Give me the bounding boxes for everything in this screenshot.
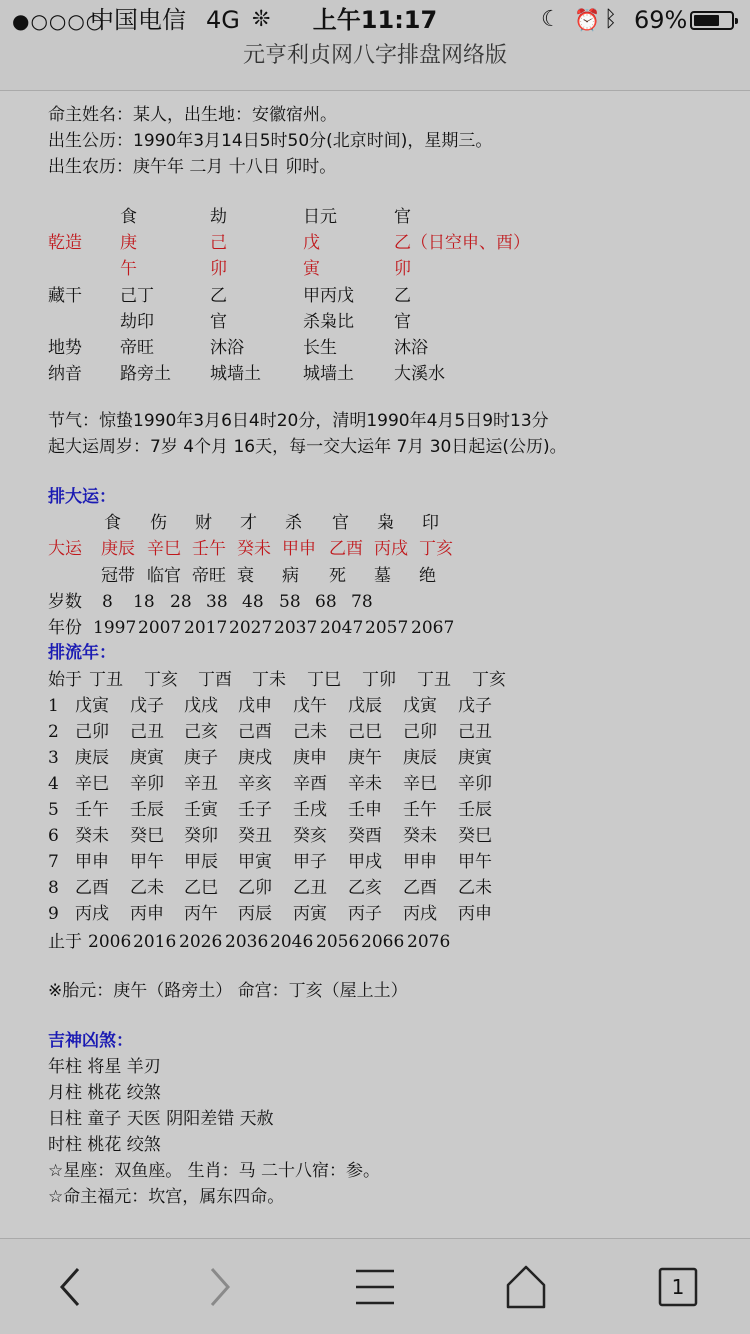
liunian-end: 2056 [316,932,360,952]
dishi: 长生 [303,338,337,358]
dayun-pillar: 甲申 [282,539,316,559]
earthly-branch: 卯 [394,259,411,279]
dayun-age: 78 [351,592,373,612]
dayun-stage: 绝 [419,566,436,586]
liunian-cell: 甲寅 [238,852,272,872]
liunian-heading: 排流年： [48,643,116,663]
dayun-year: 2007 [138,618,182,638]
earthly-branch: 卯 [210,259,227,279]
liunian-cell: 辛酉 [293,774,327,794]
liunian-cell: 壬辰 [130,800,164,820]
row-number: 1 [48,696,59,716]
liunian-cell: 丙申 [130,904,164,924]
dayun-year: 2017 [184,618,228,638]
liunian-cell: 戊寅 [403,696,437,716]
browser-toolbar [0,1238,750,1334]
liunian-cell: 庚寅 [458,748,492,768]
liunian-cell: 壬申 [348,800,382,820]
dayun-stage: 墓 [374,566,391,586]
dayun-god: 伤 [150,513,167,533]
row-number: 4 [48,774,59,794]
liunian-start: 丁丑 [417,670,451,690]
liunian-cell: 甲午 [458,852,492,872]
liunian-cell: 癸未 [403,826,437,846]
liunian-cell: 癸亥 [293,826,327,846]
tabs-button[interactable] [648,1261,708,1313]
row-number: 2 [48,722,59,742]
page-content [0,91,750,1238]
shensha-line: ☆星座：双鱼座。 生肖：马 二十八宿：参。 [48,1161,381,1181]
row-number: 9 [48,904,59,924]
liunian-cell: 己酉 [238,722,272,742]
liunian-cell: 庚午 [348,748,382,768]
liunian-cell: 乙亥 [348,878,382,898]
liunian-cell: 辛丑 [184,774,218,794]
year-label: 年份 [48,618,82,638]
liunian-cell: 丙申 [458,904,492,924]
liunian-cell: 丙辰 [238,904,272,924]
taiyuan-line: ※胎元：庚午（路旁土） 命宫：丁亥（屋上土） [48,981,408,1001]
liunian-cell: 辛亥 [238,774,272,794]
dayun-year: 1997 [93,618,137,638]
battery-percent: 69% [634,6,688,34]
liunian-cell: 乙丑 [293,878,327,898]
liunian-cell: 辛未 [348,774,382,794]
dayun-pillar: 壬午 [192,539,226,559]
hidden-god: 劫印 [120,312,154,332]
liunian-cell: 丙戌 [403,904,437,924]
shensha-heading: 吉神凶煞： [48,1031,133,1051]
dishi: 帝旺 [120,338,154,358]
liunian-start: 丁酉 [198,670,232,690]
liunian-cell: 辛卯 [130,774,164,794]
qiyun-line: 起大运周岁：7岁 4个月 16天，每一交大运年 7月 30日起运(公历)。 [48,437,567,457]
liunian-cell: 己丑 [130,722,164,742]
dayun-pillar: 癸未 [237,539,271,559]
dayun-age: 28 [170,592,192,612]
liunian-cell: 戊子 [130,696,164,716]
bluetooth-icon: ᛒ [604,7,618,32]
dayun-pillar: 庚辰 [101,539,135,559]
dayun-stage: 衰 [237,566,254,586]
liunian-cell: 己亥 [184,722,218,742]
start-label: 始于 [48,670,82,690]
alarm-icon: ⏰ [574,8,601,32]
liunian-cell: 乙未 [458,878,492,898]
liunian-cell: 辛卯 [458,774,492,794]
hidden-stem: 己丁 [120,286,154,306]
dayun-stage: 冠带 [101,566,135,586]
liunian-start: 丁巳 [307,670,341,690]
heavenly-stem: 庚 [120,233,137,253]
dayun-god: 财 [195,513,212,533]
liunian-cell: 戊申 [238,696,272,716]
dayun-label: 大运 [48,539,82,559]
liunian-cell: 壬午 [75,800,109,820]
liunian-cell: 庚寅 [130,748,164,768]
liunian-cell: 戊子 [458,696,492,716]
row-label: 乾造 [48,233,82,253]
hidden-god: 官 [394,312,411,332]
liunian-start: 丁亥 [472,670,506,690]
home-icon [496,1261,556,1313]
tabs-count: 1 [671,1275,685,1299]
liunian-start: 丁亥 [144,670,178,690]
end-label: 止于 [48,932,82,952]
home-button[interactable] [496,1261,556,1313]
dayun-age: 48 [242,592,264,612]
liunian-cell: 乙巳 [184,878,218,898]
solar-birth-line: 出生公历：1990年3月14日5时50分(北京时间)，星期三。 [48,131,493,151]
menu-icon [345,1261,405,1313]
row-number: 6 [48,826,59,846]
dayun-pillar: 丁亥 [419,539,453,559]
liunian-start: 丁未 [252,670,286,690]
liunian-cell: 庚戌 [238,748,272,768]
lunar-birth-line: 出生农历：庚午年 二月 十八日 卯时。 [48,157,337,177]
liunian-cell: 庚申 [293,748,327,768]
liunian-cell: 庚辰 [75,748,109,768]
network-type: 4G [206,6,240,34]
liunian-cell: 癸未 [75,826,109,846]
dayun-year: 2027 [229,618,273,638]
dayun-stage: 病 [282,566,299,586]
dayun-god: 枭 [377,513,394,533]
hidden-stem: 乙 [210,286,227,306]
dayun-age: 58 [279,592,301,612]
liunian-end: 2036 [225,932,269,952]
liunian-cell: 壬寅 [184,800,218,820]
liunian-cell: 戊午 [293,696,327,716]
loading-icon: ❊ [252,7,271,32]
battery-icon [690,11,734,30]
dishi: 沐浴 [210,338,244,358]
jieqi-line: 节气：惊蛰1990年3月6日4时20分，清明1990年4月5日9时13分 [48,411,549,431]
hidden-god: 官 [210,312,227,332]
shensha-line: 月柱 桃花 绞煞 [48,1083,161,1103]
shensha-line: 日柱 童子 天医 阴阳差错 天赦 [48,1109,274,1129]
ten-god: 食 [120,207,137,227]
hidden-god: 杀枭比 [303,312,354,332]
liunian-cell: 戊寅 [75,696,109,716]
earthly-branch: 寅 [303,259,320,279]
row-number: 3 [48,748,59,768]
hidden-stem: 乙 [394,286,411,306]
liunian-cell: 壬午 [403,800,437,820]
menu-button[interactable] [345,1261,405,1313]
ten-god: 官 [394,207,411,227]
clock: 上午11:17 [312,6,438,34]
dayun-heading: 排大运： [48,487,116,507]
signal-strength: ●○○○○ [12,9,105,33]
liunian-cell: 甲午 [130,852,164,872]
liunian-cell: 癸巳 [458,826,492,846]
back-chevron-icon [40,1261,100,1313]
back-button[interactable] [40,1261,100,1313]
liunian-cell: 癸酉 [348,826,382,846]
liunian-cell: 己未 [293,722,327,742]
dayun-age: 68 [315,592,337,612]
forward-button[interactable] [190,1261,250,1313]
nayin: 大溪水 [394,364,445,384]
liunian-cell: 壬戌 [293,800,327,820]
shensha-line: 年柱 将星 羊刃 [48,1057,161,1077]
row-number: 5 [48,800,59,820]
liunian-cell: 甲子 [293,852,327,872]
liunian-cell: 甲申 [75,852,109,872]
liunian-cell: 丙戌 [75,904,109,924]
liunian-cell: 己卯 [403,722,437,742]
liunian-cell: 乙卯 [238,878,272,898]
heavenly-stem: 己 [210,233,227,253]
liunian-cell: 癸巳 [130,826,164,846]
liunian-end: 2076 [407,932,451,952]
liunian-cell: 乙未 [130,878,164,898]
dayun-god: 官 [332,513,349,533]
ten-god: 劫 [210,207,227,227]
liunian-cell: 壬子 [238,800,272,820]
dayun-year: 2057 [365,618,409,638]
liunian-start: 丁卯 [362,670,396,690]
heavenly-stem: 乙（日空申、酉） [394,233,530,253]
age-label: 岁数 [48,592,82,612]
liunian-cell: 乙酉 [75,878,109,898]
forward-chevron-icon [190,1261,250,1313]
dayun-age: 8 [102,592,113,612]
liunian-cell: 丙午 [184,904,218,924]
liunian-cell: 甲辰 [184,852,218,872]
liunian-cell: 己巳 [348,722,382,742]
liunian-cell: 己丑 [458,722,492,742]
liunian-cell: 癸卯 [184,826,218,846]
shensha-line: 时柱 桃花 绞煞 [48,1135,161,1155]
liunian-cell: 丙寅 [293,904,327,924]
ten-god: 日元 [303,207,337,227]
row-label: 地势 [48,338,82,358]
nayin: 城墙土 [210,364,261,384]
dayun-god: 食 [104,513,121,533]
name-line: 命主姓名：某人，出生地：安徽宿州。 [48,105,337,125]
liunian-cell: 丙子 [348,904,382,924]
liunian-cell: 庚子 [184,748,218,768]
earthly-branch: 午 [120,259,137,279]
liunian-end: 2006 [88,932,132,952]
nayin: 城墙土 [303,364,354,384]
liunian-end: 2046 [270,932,314,952]
row-number: 8 [48,878,59,898]
dayun-god: 杀 [285,513,302,533]
liunian-cell: 癸丑 [238,826,272,846]
top-bar [0,0,750,90]
nayin: 路旁土 [120,364,171,384]
liunian-cell: 戊辰 [348,696,382,716]
dishi: 沐浴 [394,338,428,358]
liunian-cell: 辛巳 [75,774,109,794]
dayun-pillar: 丙戌 [374,539,408,559]
row-label: 藏干 [48,286,82,306]
dayun-pillar: 辛巳 [147,539,181,559]
liunian-cell: 壬辰 [458,800,492,820]
liunian-start: 丁丑 [89,670,123,690]
liunian-end: 2016 [133,932,177,952]
dayun-age: 38 [206,592,228,612]
shensha-line: ☆命主福元：坎宫，属东四命。 [48,1187,285,1207]
liunian-cell: 甲申 [403,852,437,872]
liunian-cell: 乙酉 [403,878,437,898]
dayun-stage: 临官 [147,566,181,586]
dayun-age: 18 [133,592,155,612]
liunian-cell: 庚辰 [403,748,437,768]
hidden-stem: 甲丙戊 [303,286,354,306]
liunian-cell: 己卯 [75,722,109,742]
page-title: 元亨利贞网八字排盘网络版 [242,43,507,68]
dayun-year: 2067 [411,618,455,638]
dayun-pillar: 乙酉 [329,539,363,559]
liunian-cell: 辛巳 [403,774,437,794]
carrier-name: 中国电信 [90,6,186,34]
liunian-cell: 戊戌 [184,696,218,716]
do-not-disturb-icon: ☾ [541,7,561,32]
row-number: 7 [48,852,59,872]
dayun-year: 2037 [274,618,318,638]
row-label: 纳音 [48,364,82,384]
liunian-end: 2026 [179,932,223,952]
dayun-god: 印 [422,513,439,533]
dayun-year: 2047 [320,618,364,638]
heavenly-stem: 戊 [303,233,320,253]
dayun-stage: 死 [329,566,346,586]
dayun-god: 才 [240,513,257,533]
liunian-end: 2066 [361,932,405,952]
liunian-cell: 甲戌 [348,852,382,872]
dayun-stage: 帝旺 [192,566,226,586]
